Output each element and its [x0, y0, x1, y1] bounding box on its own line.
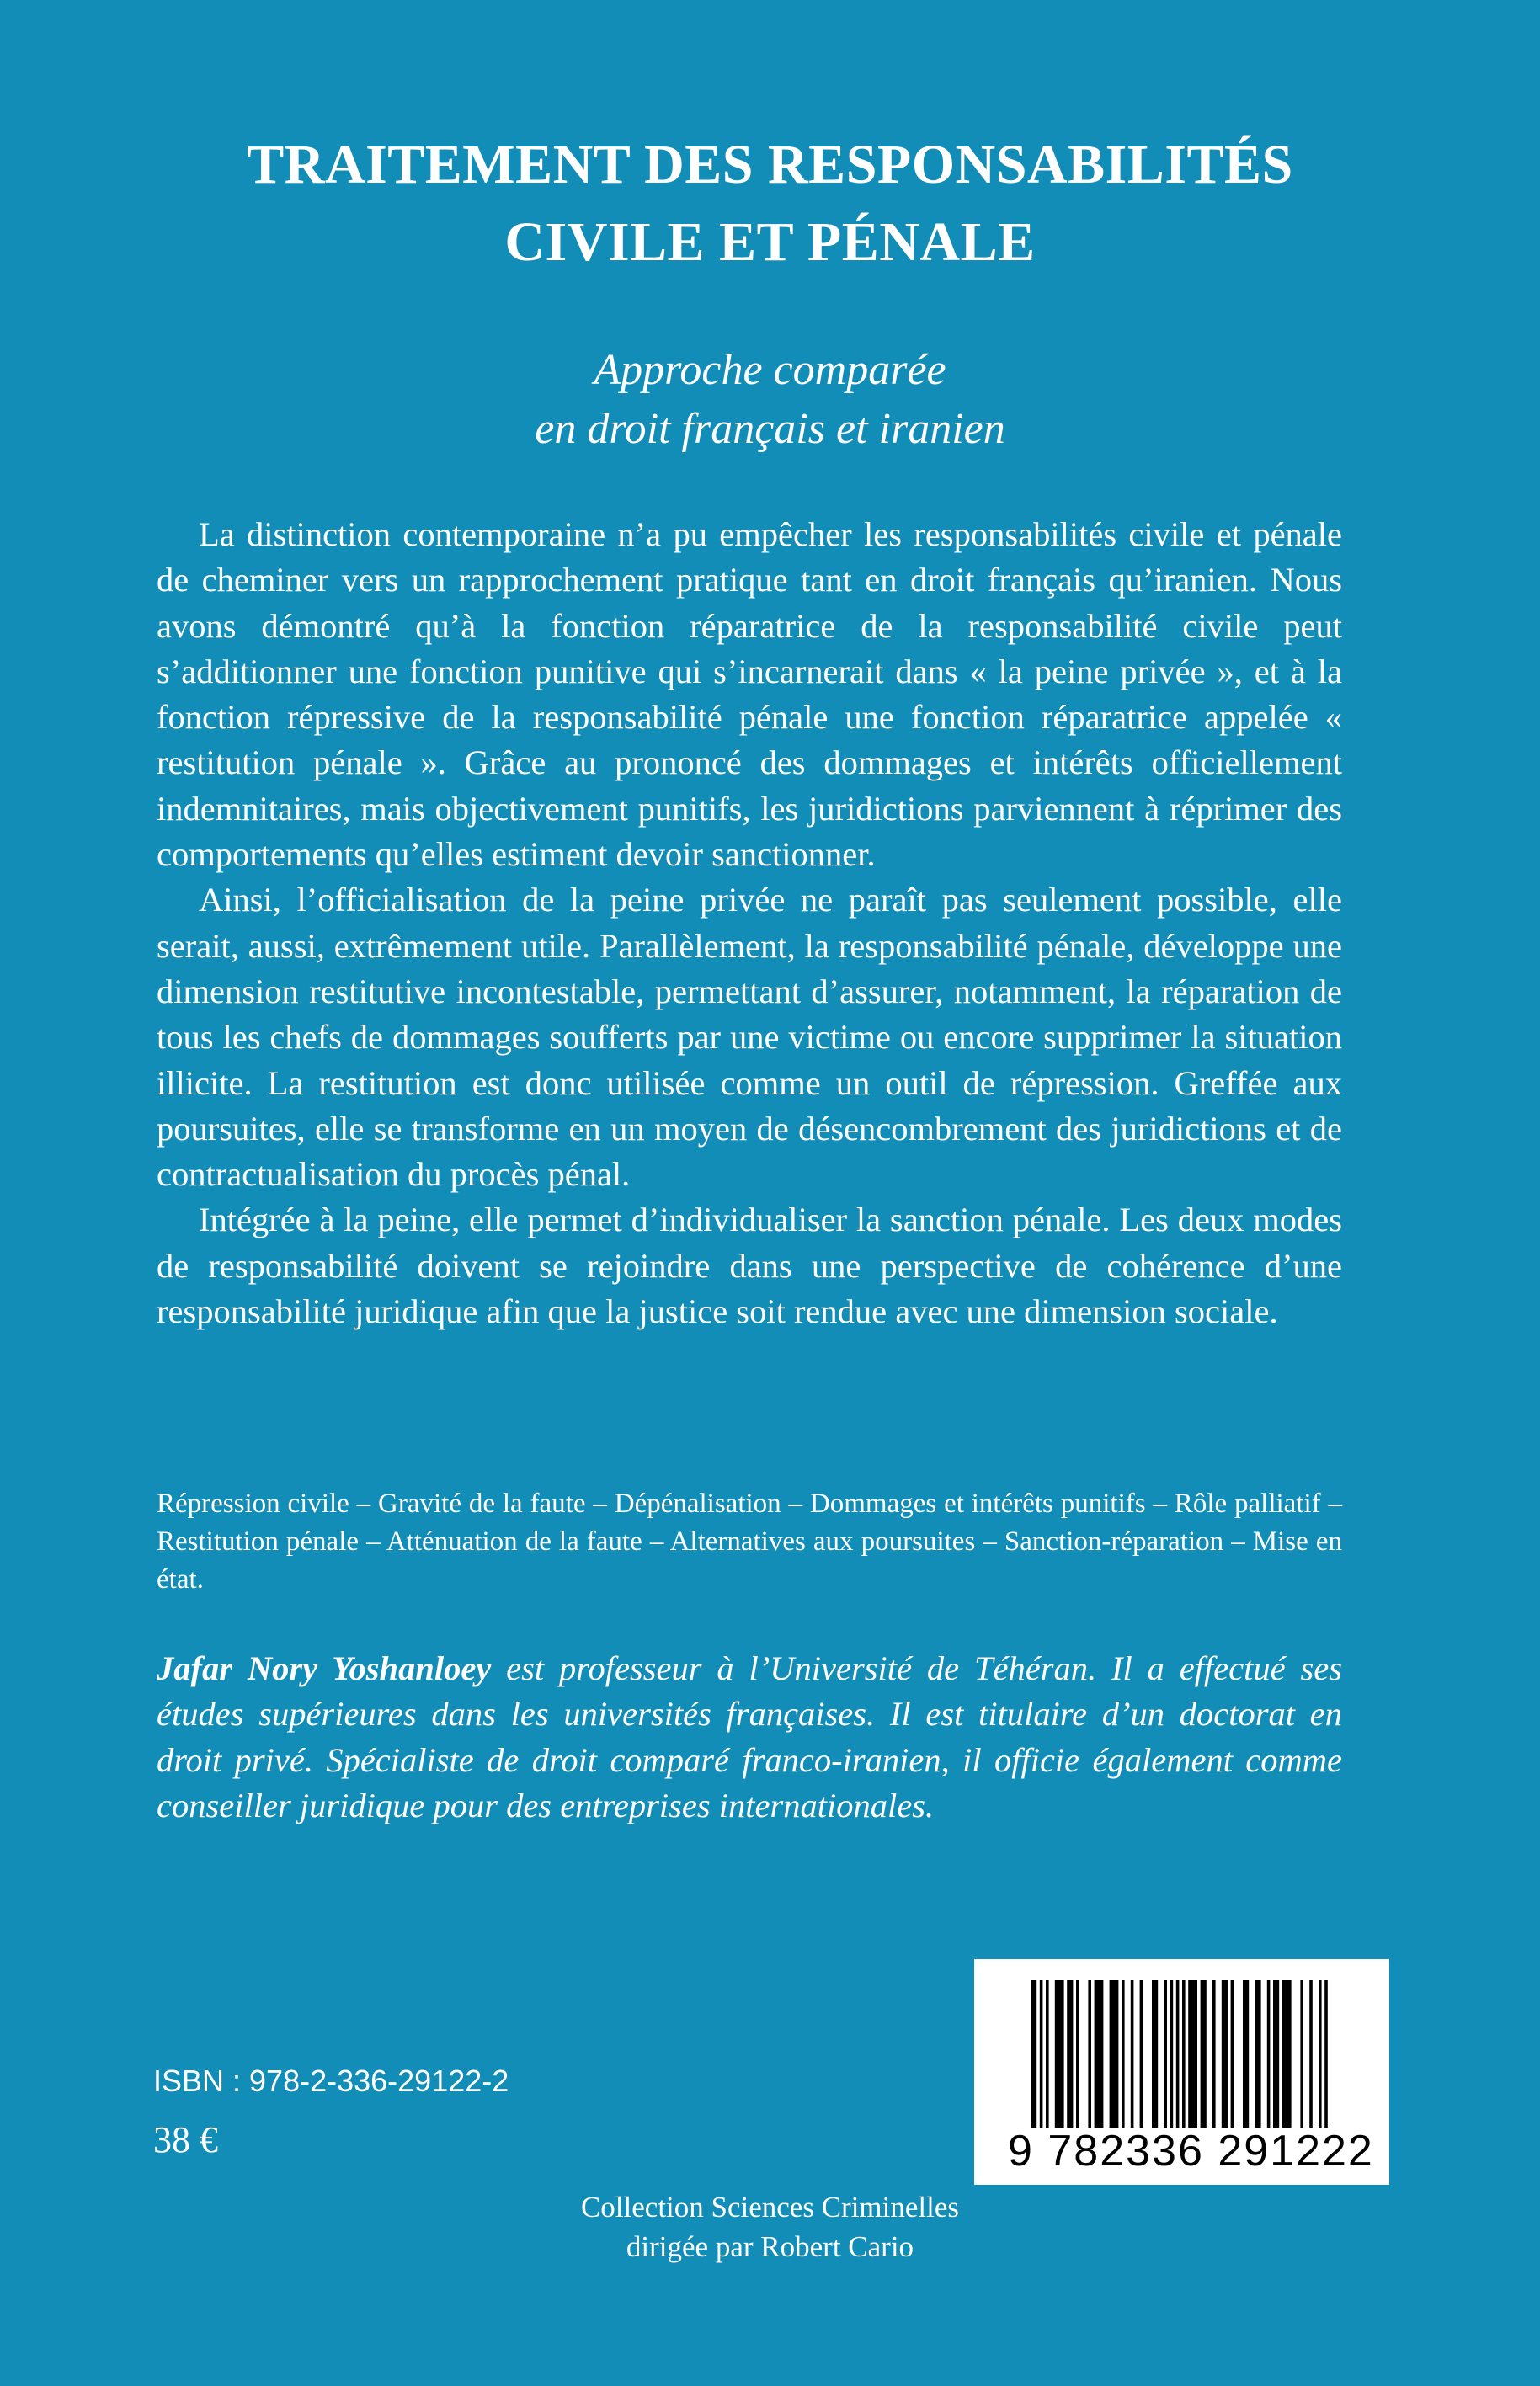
isbn: ISBN : 978-2-336-29122-2	[153, 2064, 509, 2098]
barcode-box	[974, 1959, 1389, 2185]
book-subtitle-line-2: en droit français et iranien	[535, 405, 1005, 453]
keywords: Répression civile – Gravité de la faute – Dépénalisation – Dommages et intérêts punitifs – Rôle palliatif – Restitution pénale – Atténuation de la faute – Alternatives aux poursuites – Sanction-réparation – Mise en état.	[157, 1489, 1342, 1595]
blurb-paragraph-2: Ainsi, l’officialisation de la peine privée ne paraît pas seulement possible, elle serait, aussi, extrêmement utile. Parallèlement, la responsabilité pénale, développe une dimension restitutive incontestable, permettant d’assurer, notamment, la réparation de tous les chefs de dommages soufferts par une victime ou encore supprimer la situation illicite. La restitution est donc utilisée comme un outil de répression. Greffée aux poursuites, elle se transforme en un moyen de désencombrement des juridictions et de contractualisation du procès pénal.	[157, 881, 1342, 1194]
book-subtitle	[0, 341, 1540, 459]
book-subtitle-line-1: Approche comparée	[594, 346, 946, 394]
price: 38 €	[153, 2119, 218, 2160]
barcode-digits: 9 782336 291222	[1008, 2127, 1374, 2176]
collection-director: dirigée par Robert Cario	[626, 2230, 914, 2263]
author-bio-text: est professeur à l’Université de Téhéran. Il a effectué ses études supérieures dans les universités françaises. Il est titulaire d’un doctorat en droit privé. Spécialiste de droit comparé franco-iranien, il officie également comme conseiller juridique pour des entreprises internationales.	[157, 1649, 1342, 1824]
barcode-icon	[1031, 1980, 1334, 2136]
collection-info	[0, 2187, 1540, 2266]
book-title	[0, 126, 1540, 281]
blurb-paragraph-1: La distinction contemporaine n’a pu empêcher les responsabilités civile et pénale de cheminer vers un rapprochement pratique tant en droit français qu’iranien. Nous avons démontré qu’à la fonction réparatrice de la responsabilité civile peut s’additionner une fonction punitive qui s’incarnerait dans « la peine privée », et à la fonction répressive de la responsabilité pénale une fonction réparatrice appelée « restitution pénale ». Grâce au prononcé des dommages et intérêts officiellement indemnitaires, mais objectivement punitifs, les juridictions parviennent à réprimer des comportements qu’elles estiment devoir sanctionner.	[157, 515, 1342, 874]
blurb	[157, 512, 1342, 1334]
collection-name: Collection Sciences Criminelles	[580, 2191, 960, 2224]
author-name: Jafar Nory Yoshanloey	[157, 1649, 492, 1687]
book-title-line-1: TRAITEMENT DES RESPONSABILITÉS	[247, 134, 1293, 195]
author-bio	[157, 1646, 1342, 1829]
blurb-paragraph-3: Intégrée à la peine, elle permet d’individualiser la sanction pénale. Les deux modes de responsabilité doivent se rejoindre dans une perspective de cohérence d’une responsabilité juridique afin que la justice soit rendue avec une dimension sociale.	[157, 1201, 1342, 1331]
book-title-line-2: CIVILE ET PÉNALE	[504, 211, 1036, 273]
